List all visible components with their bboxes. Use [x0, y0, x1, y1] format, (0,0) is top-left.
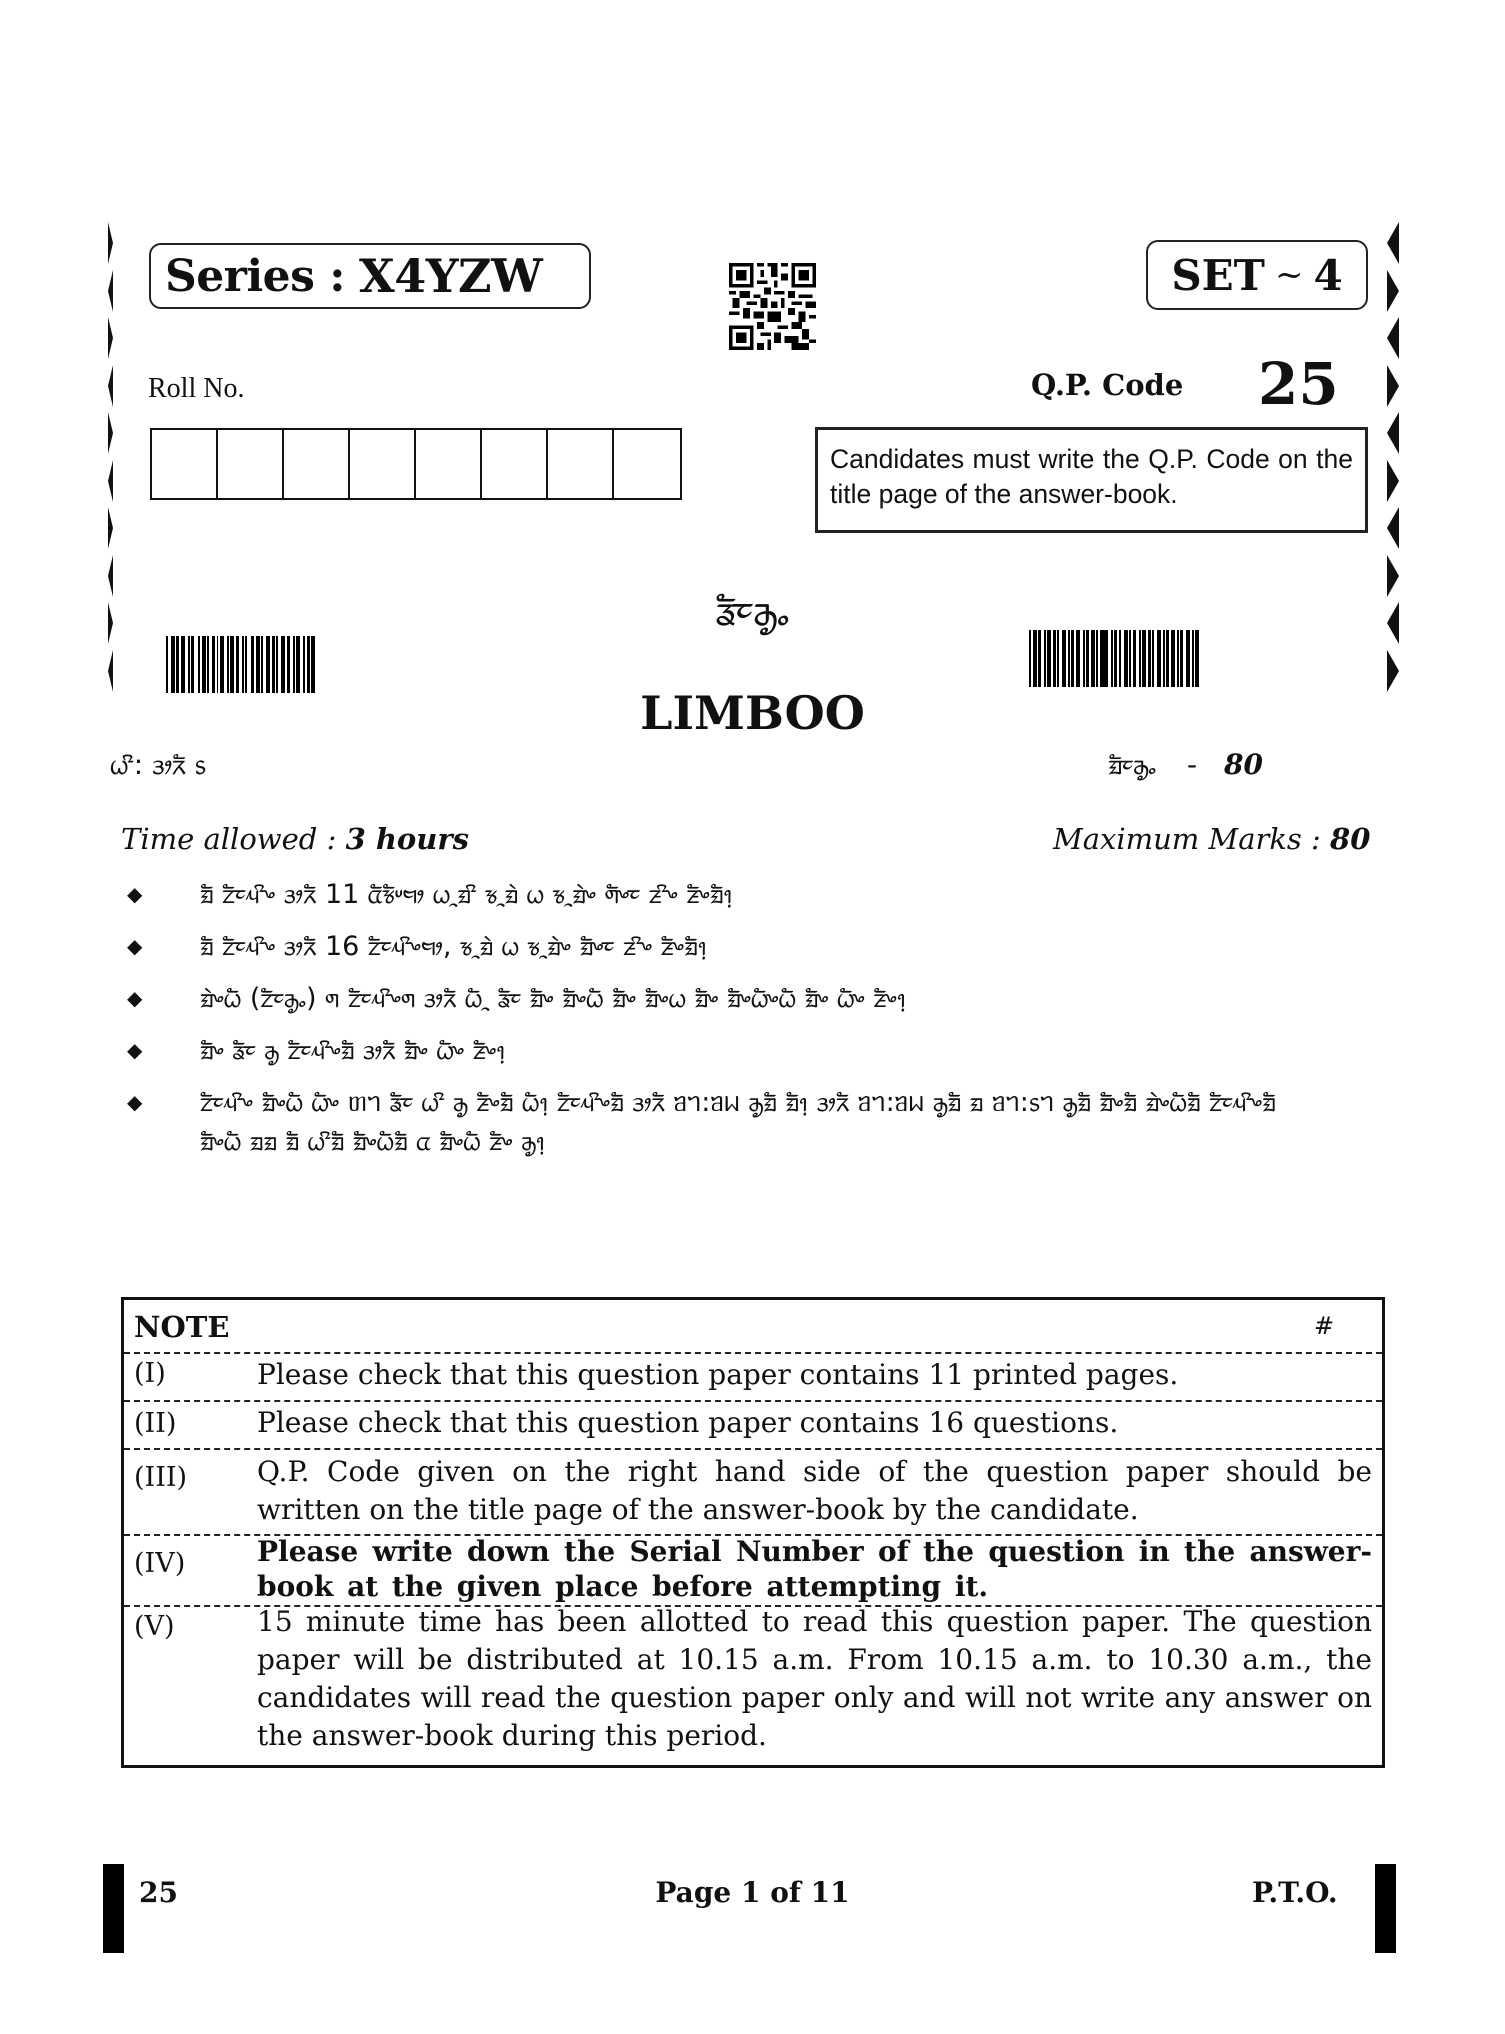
limbu-instructions-list: [127, 875, 1277, 1174]
note-text: 15 minute time has been allotted to read this question paper. The question paper will be distributed at 10.15 a.m. From 10.15 a.m. to 10.30 a.m., the candidates will read the question paper only and will not write any answer on the answer-book during this period.: [257, 1605, 1372, 1752]
qp-code-label: Q.P. Code: [1031, 368, 1184, 402]
qr-code-icon: [728, 263, 817, 350]
instruction-text: ᤁᤠᤰᤘᤡᤴ ᤀᤠᤴᤐᤠ ᤐᤠᤴ ᥖᥐ ᤕᤠᤰ ᤐᤡ ᤌᤢ ᤏᤠᤴᤀᤠ ᤐᤠ᥄ ᤁᤠᤰᤘᤡᤴᤀᤠ ᤋᤣᤖᤠ ᥑᥐ:ᥑᥕ ᤌᤢᤀᤠ ᤀᤠ᥄ ᤋᤣᤖᤠ ᥑᥐ:ᥑᥕ ᤌᤢᤀᤠ ᤀ ᥑᥐ:᥉ᥐ ᤌᤢᤀᤠ ᤀᤠᤴᤀᤠ ᤀᤧᤴᤐᤠᤀᤠ ᤁᤠᤰᤘᤡᤴᤀᤠ ᤀᤠᤴᤐᤠ ᤀᤀ ᤀᤠ ᤐᤡᤀᤠ ᤀᤠᤴᤐᤠᤀᤠ ᤂ ᤀᤠᤴᤐᤠ ᤏᤠᤴ ᤌᤢ᥄: [200, 1087, 1276, 1157]
footer-qp-code: 25: [139, 1876, 178, 1909]
please-turn-over: P.T.O.: [1252, 1876, 1338, 1909]
list-item: [127, 979, 1277, 1018]
note-text: Q.P. Code given on the right hand side of the question paper should be written on the title page of the answer-book by the candidate.: [257, 1455, 1372, 1526]
triangle-right-icon: [1387, 460, 1399, 502]
note-row: [124, 1534, 1382, 1607]
roll-no-digit-box[interactable]: [284, 430, 350, 498]
max-marks-limbu-separator: -: [1186, 748, 1198, 781]
qp-code-value: 25: [1258, 350, 1339, 418]
wedge-icon: [108, 270, 113, 312]
footer-bar-right: [1375, 1864, 1396, 1953]
note-number: (I): [134, 1358, 166, 1389]
roll-no-digit-box[interactable]: [416, 430, 482, 498]
wedge-icon: [108, 412, 113, 454]
diamond-bullet-icon: ◆: [127, 934, 143, 958]
max-marks-label: Maximum Marks :: [1053, 822, 1321, 856]
list-item: [127, 1031, 1277, 1070]
note-text: Please write down the Serial Number of the question in the answer-book at the given place before attempting it.: [257, 1535, 1372, 1603]
series-label: Series :: [165, 250, 345, 302]
triangle-left-icon: [1387, 317, 1399, 359]
wedge-icon: [108, 317, 113, 359]
triangle-right-icon: [1387, 270, 1399, 312]
set-label: SET: [1171, 250, 1265, 300]
roll-no-digit-box[interactable]: [548, 430, 614, 498]
set-separator: ~: [1274, 255, 1304, 295]
note-title: NOTE: [134, 1310, 230, 1344]
maximum-marks: [1053, 822, 1370, 856]
note-text: Please check that this question paper contains 11 printed pages.: [257, 1358, 1179, 1391]
list-item: [127, 1083, 1277, 1161]
note-table: [121, 1297, 1385, 1768]
roll-no-digit-box[interactable]: [614, 430, 680, 498]
max-marks-value: 80: [1330, 822, 1371, 856]
diamond-bullet-icon: ◆: [127, 1038, 143, 1062]
triangle-left-icon: [1387, 412, 1399, 454]
roll-no-digit-box[interactable]: [482, 430, 548, 498]
roll-no-digit-box[interactable]: [218, 430, 284, 498]
candidates-instruction-box: Candidates must write the Q.P. Code on the title page of the answer-book.: [815, 427, 1368, 533]
roll-no-label: Roll No.: [148, 373, 245, 404]
note-row: [124, 1448, 1382, 1536]
diamond-bullet-icon: ◆: [127, 986, 143, 1010]
wedge-icon: [108, 222, 113, 264]
time-allowed-label: Time allowed :: [121, 822, 337, 856]
note-row: [124, 1400, 1382, 1450]
triangle-right-icon: [1387, 365, 1399, 407]
max-marks-limbu-value: 80: [1223, 748, 1263, 781]
diamond-bullet-icon: ◆: [127, 1090, 143, 1114]
wedge-icon: [108, 507, 113, 549]
barcode-right-icon: [1029, 630, 1319, 687]
roll-no-boxes: [150, 428, 682, 500]
note-header-row: [124, 1300, 1382, 1354]
set-value: 4: [1313, 250, 1343, 300]
list-item: [127, 927, 1277, 966]
instruction-text: ᤀᤧᤴᤐᤠ (ᤁᤠᤰᤌᤢᤱ) ᤛ ᤁᤠᤰᤘᤡᤴᤛ ᤋᤣᤖᤠ ᤐᤠᤳ ᤕᤠᤰ ᤀᤠᤴ ᤀᤠᤴᤐᤠ ᤀᤠᤴ ᤀᤠᤴᤐ ᤀᤠᤴ ᤀᤠᤴᤐᤠᤴᤐᤠ ᤀᤠᤴ ᤐᤠᤴ ᤏᤠᤴ᥄: [200, 983, 907, 1014]
barcode-left-icon: [166, 636, 398, 693]
subject-title-limbu: ᤕᤠᤰᤌᤢᤱ: [715, 585, 790, 636]
set-badge: [1146, 240, 1368, 310]
note-text: Please check that this question paper contains 16 questions.: [257, 1406, 1119, 1439]
subject-title: LIMBOO: [640, 686, 865, 740]
note-row: [124, 1605, 1382, 1765]
roll-no-digit-box[interactable]: [152, 430, 218, 498]
time-allowed-limbu: ᤐᤡ: ᤋᤣᤖᤠ ᥉: [110, 748, 207, 781]
wedge-icon: [108, 365, 113, 407]
note-number: (II): [134, 1408, 177, 1439]
max-marks-limbu: [1108, 748, 1263, 782]
note-hash: #: [1314, 1312, 1335, 1340]
time-allowed: [121, 822, 469, 856]
instruction-text: ᤀᤠ ᤁᤠᤰᤘᤡᤴ ᤋᤣᤖᤠ 16 ᤁᤠᤰᤘᤡᤴᤗᤣ, ᤃᤳᤀᤧ ᤐ ᤃᤳᤀᤧᤴ ᤀᤠᤴᤰ ᤏᤡᤴ ᤏᤠᤴᤀᤠ᥄: [200, 931, 707, 962]
instruction-text: ᤀᤠ ᤁᤠᤰᤘᤡᤴ ᤋᤣᤖᤠ 11 ᤂᤠᤃᤠᤸᤗᤣ ᤐᤳᤀᤡ ᤃᤳᤀᤧ ᤐ ᤃᤳᤀᤧᤴ ᤛᤠᤴᤰ ᤏᤡᤴ ᤏᤠᤴᤀᤠ᥄: [200, 879, 733, 910]
note-number: (V): [134, 1611, 175, 1642]
list-item: [127, 875, 1277, 914]
note-number: (III): [134, 1462, 188, 1493]
note-number: (IV): [134, 1548, 186, 1579]
page-number: Page 1 of 11: [655, 1876, 850, 1909]
time-allowed-value: 3 hours: [345, 822, 469, 856]
roll-no-digit-box[interactable]: [350, 430, 416, 498]
series-value: X4YZW: [359, 249, 543, 303]
wedge-icon: [108, 460, 113, 502]
diamond-bullet-icon: ◆: [127, 882, 143, 906]
triangle-left-icon: [1387, 222, 1399, 264]
series-badge: [149, 243, 591, 309]
max-marks-limbu-label: ᤀᤠᤰᤌᤢᤱ: [1108, 748, 1157, 781]
triangle-left-icon: [1387, 507, 1399, 549]
instruction-text: ᤀᤠᤴ ᤕᤠᤰ ᤌᤢ ᤁᤠᤰᤘᤡᤴᤀᤠ ᤋᤣᤖᤠ ᤀᤠᤴ ᤐᤠᤴ ᤏᤠᤴ᥄: [200, 1035, 506, 1066]
note-row: [124, 1352, 1382, 1402]
